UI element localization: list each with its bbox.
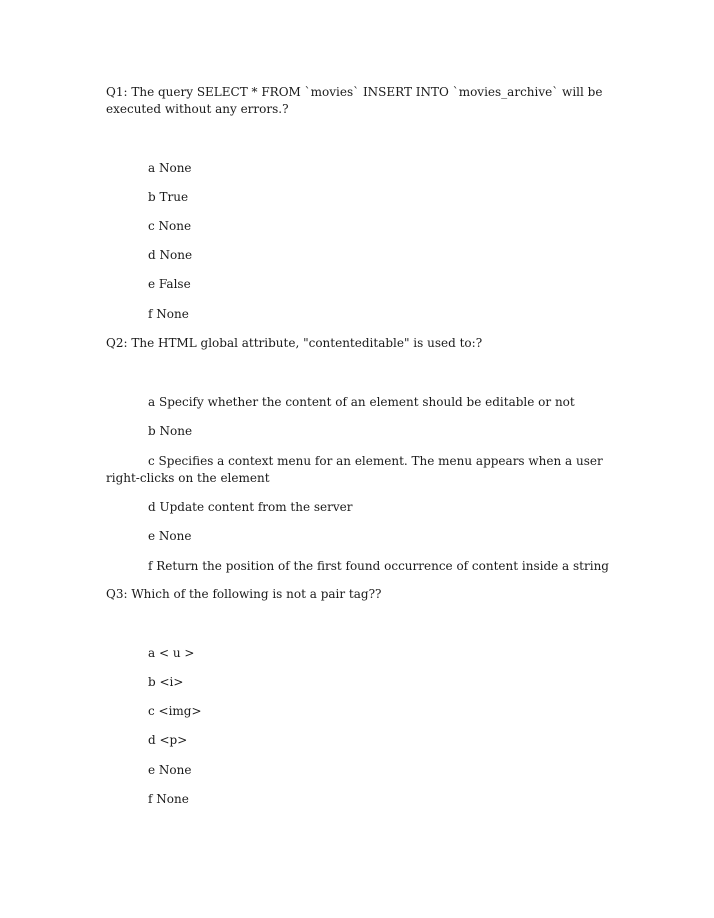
question-3-text: Q3: Which of the following is not a pair tag?? [106, 587, 382, 601]
question-1-option-d: d None [148, 248, 193, 262]
question-3-option-e: e None [148, 763, 192, 777]
question-2-option-f: f Return the position of the first found occurrence of content inside a string [148, 559, 609, 573]
question-3-option-b: b <i> [148, 675, 184, 689]
question-2-option-a: a Specify whether the content of an element should be editable or not [148, 395, 575, 409]
question-3-option-f: f None [148, 792, 189, 806]
question-1-option-b: b True [148, 190, 189, 204]
question-1-option-a: a None [148, 161, 192, 175]
question-2-option-b: b None [148, 424, 193, 438]
question-2-text: Q2: The HTML global attribute, "contenteditable" is used to:? [106, 336, 483, 350]
question-2-option-c: c Specifies a context menu for an element. The menu appears when a user right-clicks on the element [106, 454, 603, 485]
question-3-option-a: a < u > [148, 646, 195, 660]
question-2-option-d: d Update content from the server [148, 500, 353, 514]
question-1-option-f: f None [148, 307, 189, 321]
question-1-option-e: e False [148, 277, 191, 291]
question-1-text: Q1: The query SELECT * FROM `movies` INSERT INTO `movies_archive` will be executed without any errors.? [106, 85, 603, 116]
question-1-option-c: c None [148, 219, 192, 233]
question-3-option-c: c <img> [148, 704, 202, 718]
question-2-option-e: e None [148, 529, 192, 543]
question-3-option-d: d <p> [148, 733, 188, 747]
